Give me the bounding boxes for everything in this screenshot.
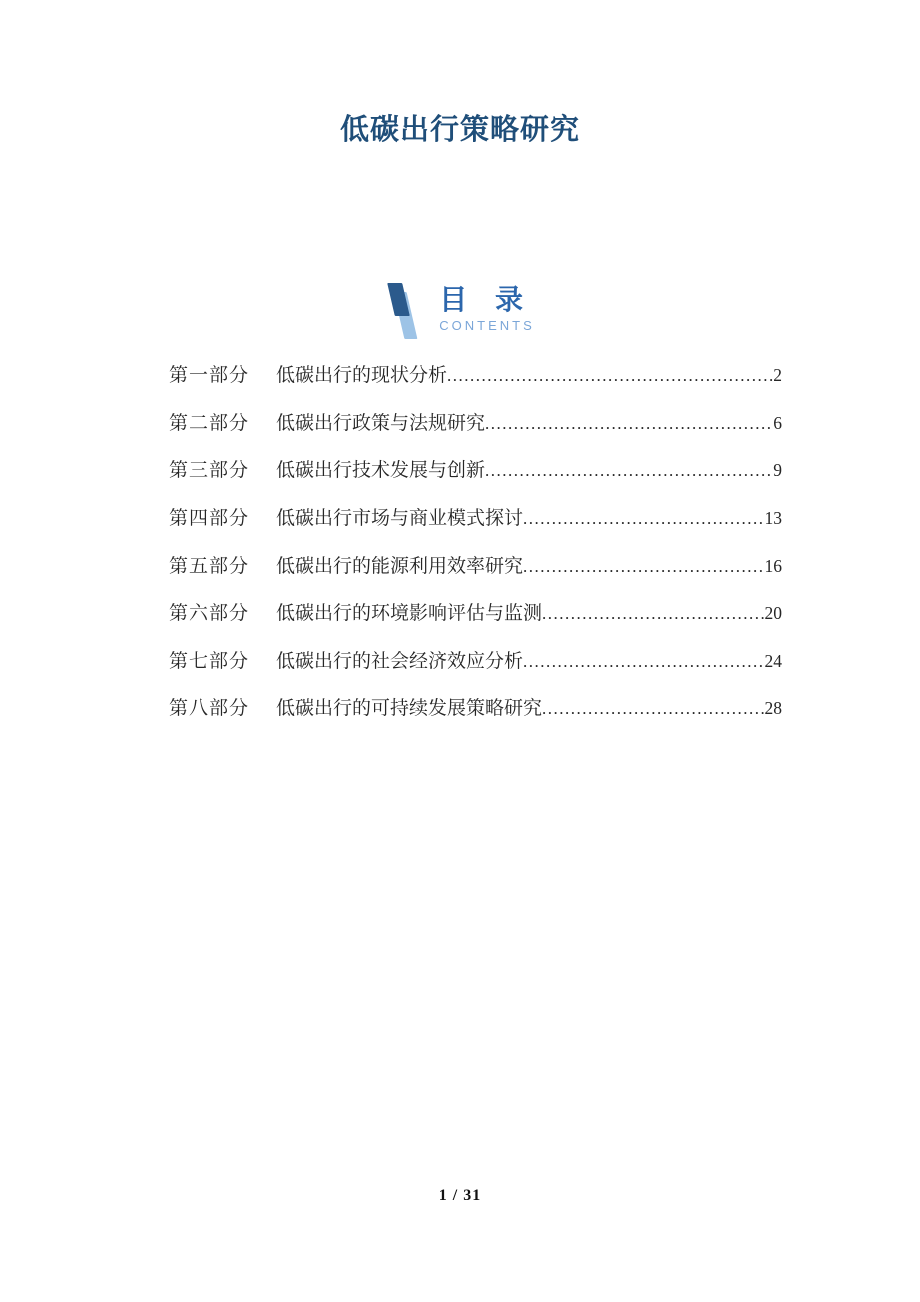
toc-entry-label: 第三部分 bbox=[169, 460, 250, 482]
toc-entry-title: 低碳出行的环境影响评估与监测 bbox=[276, 603, 543, 625]
toc-dot-leader bbox=[523, 638, 764, 686]
toc-entry-page: 28 bbox=[764, 698, 782, 719]
toc-entry-title: 低碳出行技术发展与创新 bbox=[276, 460, 486, 482]
toc-dot-leader bbox=[542, 685, 764, 733]
contents-ribbon-icon bbox=[385, 281, 425, 341]
toc-entry-page: 13 bbox=[764, 508, 782, 529]
contents-heading-en: CONTENTS bbox=[439, 318, 535, 334]
toc-entry-page: 16 bbox=[764, 555, 782, 576]
toc-dot-leader bbox=[447, 352, 773, 400]
toc-entry-title: 低碳出行的现状分析 bbox=[276, 365, 448, 387]
page-number-indicator: 1 / 31 bbox=[438, 1187, 482, 1204]
toc-entry[interactable] bbox=[169, 543, 782, 591]
toc-dot-leader bbox=[485, 447, 773, 495]
toc-entry-label: 第一部分 bbox=[169, 365, 250, 387]
toc-entry-label: 第八部分 bbox=[169, 698, 250, 720]
page-footer bbox=[0, 1187, 920, 1205]
toc-entry[interactable] bbox=[169, 495, 782, 543]
toc-entry-label: 第四部分 bbox=[169, 508, 250, 530]
toc-entry-title: 低碳出行的可持续发展策略研究 bbox=[276, 698, 543, 720]
toc-dot-leader bbox=[485, 400, 773, 448]
toc-entry[interactable] bbox=[169, 400, 782, 448]
page-title: 低碳出行策略研究 bbox=[339, 114, 580, 146]
toc-entry-label: 第五部分 bbox=[169, 555, 250, 577]
toc-dot-leader bbox=[523, 495, 764, 543]
toc-dot-leader bbox=[523, 543, 764, 591]
contents-heading-group bbox=[439, 281, 535, 333]
toc-entry-page: 6 bbox=[773, 412, 782, 433]
toc-entry-page: 2 bbox=[773, 365, 782, 386]
toc-entry[interactable] bbox=[169, 447, 782, 495]
toc-entry-page: 24 bbox=[764, 650, 782, 671]
toc-entry[interactable] bbox=[169, 638, 782, 686]
toc-entry[interactable] bbox=[169, 685, 782, 733]
contents-heading-cn: 目 录 bbox=[439, 284, 534, 316]
toc-entry-page: 9 bbox=[773, 460, 782, 481]
toc-dot-leader bbox=[542, 590, 764, 638]
toc-entry-label: 第七部分 bbox=[169, 650, 250, 672]
toc-entry-title: 低碳出行市场与商业模式探讨 bbox=[276, 508, 524, 530]
toc-entry-label: 第二部分 bbox=[169, 412, 250, 434]
toc-entry-label: 第六部分 bbox=[169, 603, 250, 625]
toc-entry-title: 低碳出行的能源利用效率研究 bbox=[276, 555, 524, 577]
toc-entry-title: 低碳出行的社会经济效应分析 bbox=[276, 650, 524, 672]
toc-entry-title: 低碳出行政策与法规研究 bbox=[276, 412, 486, 434]
toc-list bbox=[0, 352, 920, 733]
toc-entry-page: 20 bbox=[764, 603, 782, 624]
toc-entry[interactable] bbox=[169, 590, 782, 638]
toc-entry[interactable] bbox=[169, 352, 782, 400]
contents-header bbox=[0, 281, 920, 343]
